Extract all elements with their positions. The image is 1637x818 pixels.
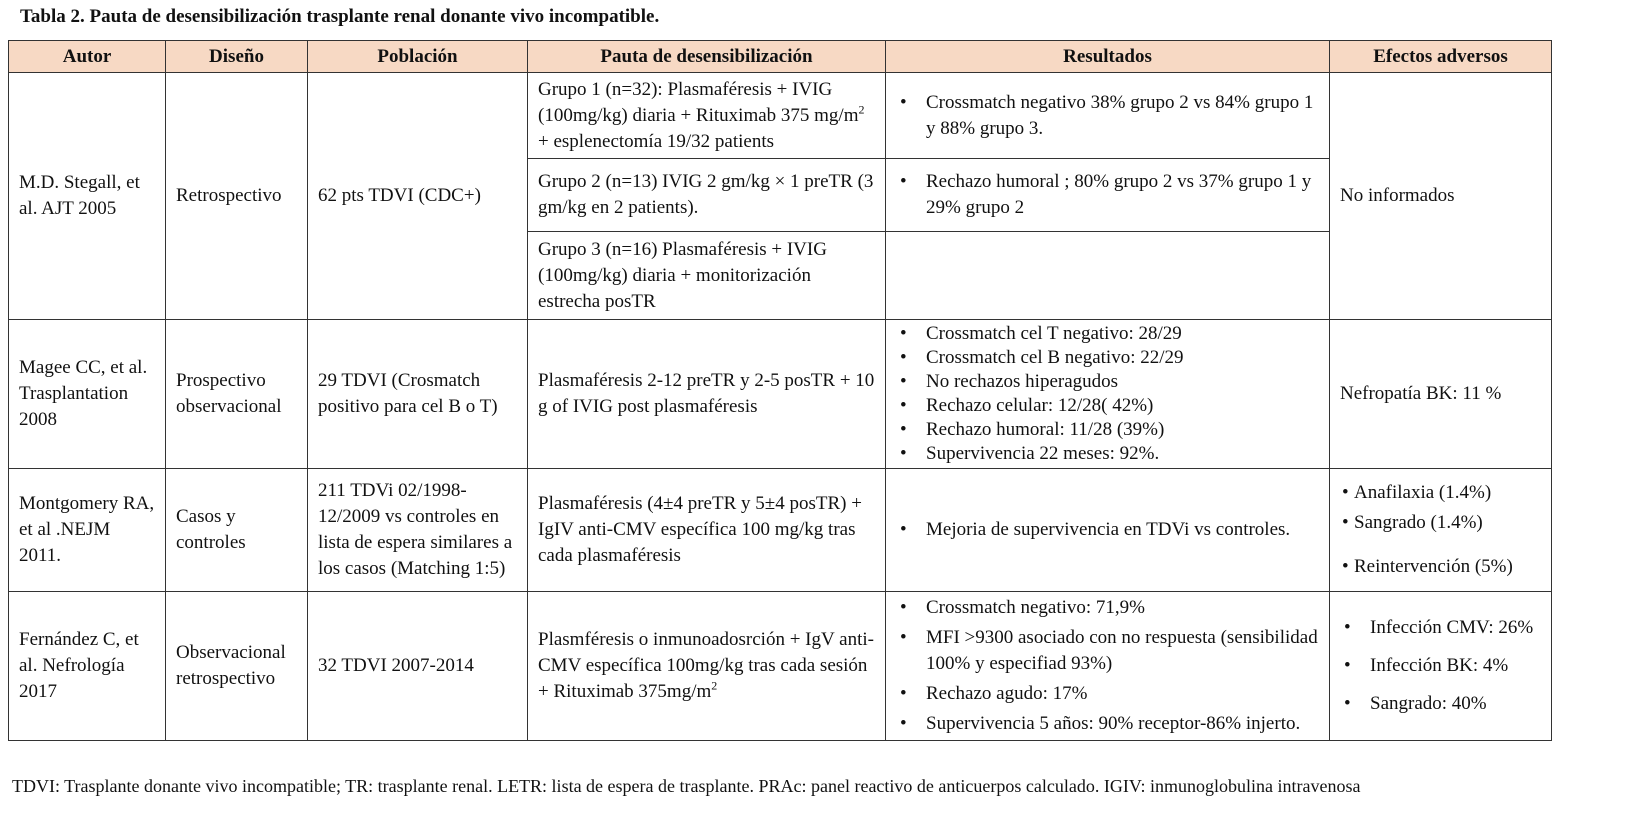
- cell-population: 211 TDVi 02/1998-12/2009 vs controles en lista de espera similares a los casos (Matching 1:5): [308, 469, 528, 592]
- table-header-row: [9, 41, 1552, 73]
- results-list: [896, 595, 1319, 737]
- cell-results: [886, 592, 1330, 741]
- cell-design: Retrospectivo: [166, 73, 308, 320]
- list-item: • Rechazo celular: 12/28( 42%): [896, 394, 1319, 418]
- results-list: [896, 517, 1319, 543]
- cell-design: Prospectivo observacional: [166, 320, 308, 469]
- cell-design: Casos y controles: [166, 469, 308, 592]
- cell-regimen: Plasmaféresis 2-12 preTR y 2-5 posTR + 10 g of IVIG post plasmaféresis: [528, 320, 886, 469]
- cell-author: Fernández C, et al. Nefrología 2017: [9, 592, 166, 741]
- table-row: [9, 592, 1552, 741]
- regimen-group-1: Grupo 1 (n=32): Plasmaféresis + IVIG (100mg/kg) diaria + Rituximab 375 $mg/m^2$ + esplenectomía 19/32 patients: [528, 73, 885, 159]
- list-item: • Mejoria de supervivencia en TDVi vs controles.: [896, 517, 1319, 543]
- header-efectos: Efectos adversos: [1330, 41, 1552, 73]
- cell-regimen-groups: [528, 73, 886, 320]
- header-pauta: Pauta de desensibilización: [528, 41, 886, 73]
- list-item: • Sangrado: 40%: [1340, 691, 1541, 717]
- list-item: • Sangrado (1.4%): [1342, 510, 1541, 536]
- cell-results-groups: [886, 73, 1330, 320]
- list-item: • Rechazo agudo: 17%: [896, 681, 1319, 707]
- table-row: [9, 469, 1552, 592]
- cell-author: M.D. Stegall, et al. AJT 2005: [9, 73, 166, 320]
- list-item: • Supervivencia 5 años: 90% receptor-86% injerto.: [896, 711, 1319, 737]
- result-group-2: [886, 159, 1329, 232]
- cell-population: 32 TDVI 2007-2014: [308, 592, 528, 741]
- header-diseno: Diseño: [166, 41, 308, 73]
- adverse-list: [1342, 480, 1541, 580]
- cell-population: 62 pts TDVI (CDC+): [308, 73, 528, 320]
- cell-author: Montgomery RA, et al .NEJM 2011.: [9, 469, 166, 592]
- list-item: • MFI >9300 asociado con no respuesta (sensibilidad 100% y especifiad 93%): [896, 625, 1319, 677]
- cell-design: Observacional retrospectivo: [166, 592, 308, 741]
- cell-regimen: Plasmaféresis (4±4 preTR y 5±4 posTR) + IgIV anti-CMV específica 100 mg/kg tras cada plasmaféresis: [528, 469, 886, 592]
- list-item: • Reintervención (5%): [1342, 554, 1541, 580]
- cell-regimen: Plasmféresis o inmunoadosrción + IgV anti-CMV específica 100mg/kg tras cada sesión + Rituximab $375mg/m^2$: [528, 592, 886, 741]
- regimen-group-2: Grupo 2 (n=13) IVIG 2 gm/kg × 1 preTR (3 gm/kg en 2 patients).: [528, 159, 885, 232]
- cell-results: [886, 469, 1330, 592]
- results-list: [896, 322, 1319, 466]
- list-item: • Infección BK: 4%: [1340, 653, 1541, 679]
- list-item: • Crossmatch cel B negativo: 22/29: [896, 346, 1319, 370]
- list-item: • Supervivencia 22 meses: 92%.: [896, 442, 1319, 466]
- list-item: • Infección CMV: 26%: [1340, 615, 1541, 641]
- table-row: [9, 320, 1552, 469]
- header-resultados: Resultados: [886, 41, 1330, 73]
- list-item: • No rechazos hiperagudos: [896, 370, 1319, 394]
- table-title: Tabla 2. Pauta de desensibilización trasplante renal donante vivo incompatible.: [20, 6, 660, 27]
- cell-adverse: [1330, 592, 1552, 741]
- adverse-list: [1340, 615, 1541, 717]
- table-row: [9, 73, 1552, 320]
- result-group-3: [886, 232, 1329, 319]
- list-item: • Crossmatch cel T negativo: 28/29: [896, 322, 1319, 346]
- header-poblacion: Población: [308, 41, 528, 73]
- cell-adverse: [1330, 469, 1552, 592]
- footnote: TDVI: Trasplante donante vivo incompatible; TR: trasplante renal. LETR: lista de espera de trasplante. PRAc: panel reactivo de anticuerpos calculado. IGIV: inmunoglobulina intravenosa: [12, 776, 1361, 796]
- result-group-1: [886, 73, 1329, 159]
- regimen-group-3: Grupo 3 (n=16) Plasmaféresis + IVIG (100mg/kg) diaria + monitorización estrecha posTR: [538, 238, 827, 312]
- cell-population: 29 TDVI (Crosmatch positivo para cel B o T): [308, 320, 528, 469]
- cell-author: Magee CC, et al. Trasplantation 2008: [9, 320, 166, 469]
- list-item: • Rechazo humoral: 11/28 (39%): [896, 418, 1319, 442]
- desensitization-table: [8, 40, 1552, 741]
- list-item: • Crossmatch negativo: 71,9%: [896, 595, 1319, 621]
- list-item: • Anafilaxia (1.4%): [1342, 480, 1541, 506]
- list-item: • Crossmatch negativo 38% grupo 2 vs 84% grupo 1 y 88% grupo 3.: [896, 90, 1319, 142]
- cell-results: [886, 320, 1330, 469]
- cell-adverse: Nefropatía BK: 11 %: [1330, 320, 1552, 469]
- list-item: • Rechazo humoral ; 80% grupo 2 vs 37% grupo 1 y 29% grupo 2: [896, 169, 1319, 221]
- header-autor: Autor: [9, 41, 166, 73]
- cell-adverse: No informados: [1330, 73, 1552, 320]
